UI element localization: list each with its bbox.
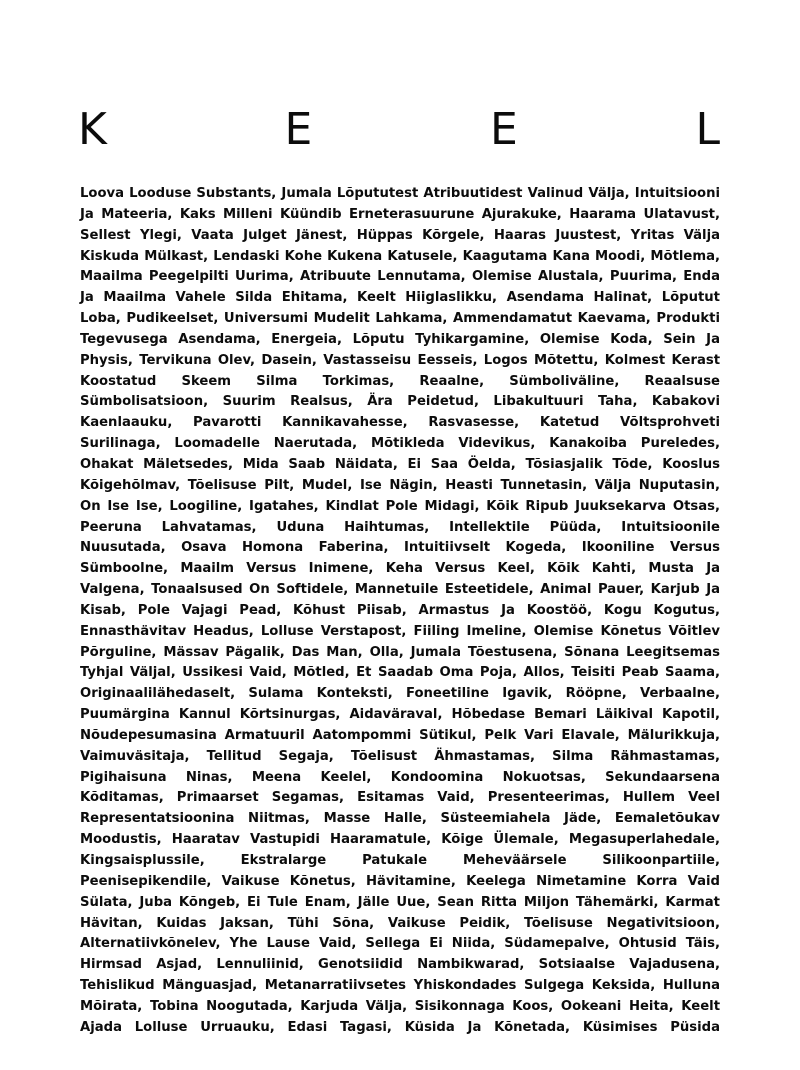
- text-line: Sümbolisatsioon, Suurim Realsus, Ära Peidetud, Libakultuuri Taha, Kabakovi: [80, 394, 720, 410]
- text-line: Sülata, Juba Kõngeb, Ei Tule Enam, Jälle Uue, Sean Ritta Miljon Tähemärki, Karmat: [80, 894, 720, 910]
- title-letter: E: [284, 104, 313, 155]
- text-line: Pigihaisuna Ninas, Meena Keelel, Kondoomina Nokuotsas, Sekundaarsena: [80, 769, 720, 785]
- text-line: Physis, Tervikuna Olev, Dasein, Vastasseisu Eesseis, Logos Mõtettu, Kolmest Kerast: [80, 352, 720, 368]
- text-line: Originaalilähedaselt, Sulama Konteksti, Foneetiline Igavik, Rööpne, Verbaalne,: [80, 686, 720, 702]
- text-line: Tegevusega Asendama, Energeia, Lõputu Tyhikargamine, Olemise Koda, Sein Ja: [80, 331, 720, 347]
- body-text: [80, 184, 720, 1039]
- text-line: Moodustis, Haaratav Vastupidi Haaramatule, Kõige Ülemale, Megasuperlahedale,: [80, 832, 720, 848]
- title-letter: E: [489, 104, 518, 155]
- text-line: Sümboolne, Maailm Versus Inimene, Keha Versus Keel, Kõik Kahti, Musta Ja: [80, 561, 720, 577]
- text-line: Loova Looduse Substants, Jumala Lõpututest Atribuutidest Valinud Välja, Intuitsiooni: [80, 186, 720, 201]
- title-letter: L: [695, 104, 720, 155]
- text-line: Kaenlaauku, Pavarotti Kannikavahesse, Rasvasesse, Katetud Võltsprohveti: [80, 415, 720, 431]
- text-line: Vaimuväsitaja, Tellitud Segaja, Tõelisust Ähmastamas, Silma Rähmastamas,: [80, 748, 720, 764]
- text-line: Representatsioonina Niitmas, Masse Halle, Süsteemiahela Jäde, Eemaletõukav: [80, 811, 720, 827]
- text-line: Mõirata, Tobina Noogutada, Karjuda Välja, Sisikonnaga Koos, Ookeani Heita, Keelt: [80, 998, 720, 1014]
- text-line: Ja Mateeria, Kaks Milleni Küündib Erneterasuurune Ajurakuke, Haarama Ulatavust,: [80, 206, 720, 222]
- text-line: Peenisepikendile, Vaikuse Kõnetus, Hävitamine, Keelega Nimetamine Korra Vaid: [80, 873, 720, 889]
- text-line: Surilinaga, Loomadelle Naerutada, Mõtikleda Videvikus, Kanakoiba Pureledes,: [80, 436, 720, 452]
- text-line: Ajada Lolluse Urruauku, Edasi Tagasi, Küsida Ja Kõnetada, Küsimises Püsida: [80, 1019, 720, 1035]
- text-line: Nõudepesumasina Armatuuril Aatompommi Sütikul, Pelk Vari Elavale, Mälurikkuja,: [80, 727, 720, 743]
- text-line: Tyhjal Väljal, Ussikesi Vaid, Mõtled, Et Saadab Oma Poja, Allos, Teisiti Peab Saama,: [80, 665, 720, 681]
- text-line: Kõditamas, Primaarset Segamas, Esitamas Vaid, Presenteerimas, Hullem Veel: [80, 790, 720, 806]
- text-line: Alternatiivkõnelev, Yhe Lause Vaid, Sellega Ei Niida, Südamepalve, Ohtusid Täis,: [80, 936, 720, 952]
- text-line: Sellest Ylegi, Vaata Julget Jänest, Hüppas Kõrgele, Haaras Juustest, Yritas Välja: [80, 227, 720, 243]
- text-line: Peeruna Lahvatamas, Uduna Haihtumas, Intellektile Püüda, Intuitsioonile: [80, 519, 720, 535]
- text-line: Kingsaisplussile, Ekstralarge Patukale Meheväärsele Silikoonpartiile,: [80, 853, 720, 868]
- text-line: Hirmsad Asjad, Lennuliinid, Genotsiidid Nambikwarad, Sotsiaalse Vajadusena,: [80, 957, 720, 973]
- title-letter: K: [78, 104, 107, 155]
- text-line: Valgena, Tonaalsused On Softidele, Mannetuile Esteetidele, Animal Pauer, Karjub Ja: [80, 582, 720, 598]
- text-line: Ennasthävitav Headus, Lolluse Verstapost, Fiiling Imeline, Olemise Kõnetus Võitlev: [80, 623, 720, 639]
- text-line: Loba, Pudikeelset, Universumi Mudelit Lahkama, Ammendamatut Kaevama, Produkti: [80, 311, 720, 327]
- text-line: Põrguline, Mässav Pägalik, Das Man, Olla, Jumala Tõestusena, Sõnana Leegitsemas: [80, 644, 720, 660]
- text-line: Ja Maailma Vahele Silda Ehitama, Keelt Hiiglaslikku, Asendama Halinat, Lõputut: [80, 290, 720, 306]
- page-title: [78, 104, 720, 156]
- text-line: Tehislikud Mänguasjad, Metanarratiivsetes Yhiskondades Sulgega Keksida, Hulluna: [80, 978, 720, 994]
- text-line: Kisab, Pole Vajagi Pead, Kõhust Piisab, Armastus Ja Koostöö, Kogu Kogutus,: [80, 602, 720, 618]
- text-line: Kõigehõlmav, Tõelisuse Pilt, Mudel, Ise Nägin, Heasti Tunnetasin, Välja Nuputasin,: [80, 477, 720, 493]
- text-line: Puumärgina Kannul Kõrtsinurgas, Aidaväraval, Hõbedase Bemari Läikival Kapotil,: [80, 707, 720, 723]
- text-line: On Ise Ise, Loogiline, Igatahes, Kindlat Pole Midagi, Kõik Ripub Juuksekarva Otsas,: [80, 498, 720, 514]
- text-line: Ohakat Mäletsedes, Mida Saab Näidata, Ei Saa Öelda, Tõsiasjalik Tõde, Kooslus: [80, 456, 720, 472]
- text-line: Hävitan, Kuidas Jaksan, Tühi Sõna, Vaikuse Peidik, Tõelisuse Negativitsioon,: [80, 915, 720, 931]
- text-line: Maailma Peegelpilti Uurima, Atribuute Lennutama, Olemise Alustala, Puurima, Enda: [80, 269, 720, 285]
- text-line: Koostatud Skeem Silma Torkimas, Reaalne, Sümboliväline, Reaalsuse: [80, 373, 720, 389]
- text-line: Kiskuda Mülkast, Lendaski Kohe Kukena Katusele, Kaagutama Kana Moodi, Mõtlema,: [80, 248, 720, 264]
- text-line: Nuusutada, Osava Homona Faberina, Intuitiivselt Kogeda, Ikooniline Versus: [80, 540, 720, 556]
